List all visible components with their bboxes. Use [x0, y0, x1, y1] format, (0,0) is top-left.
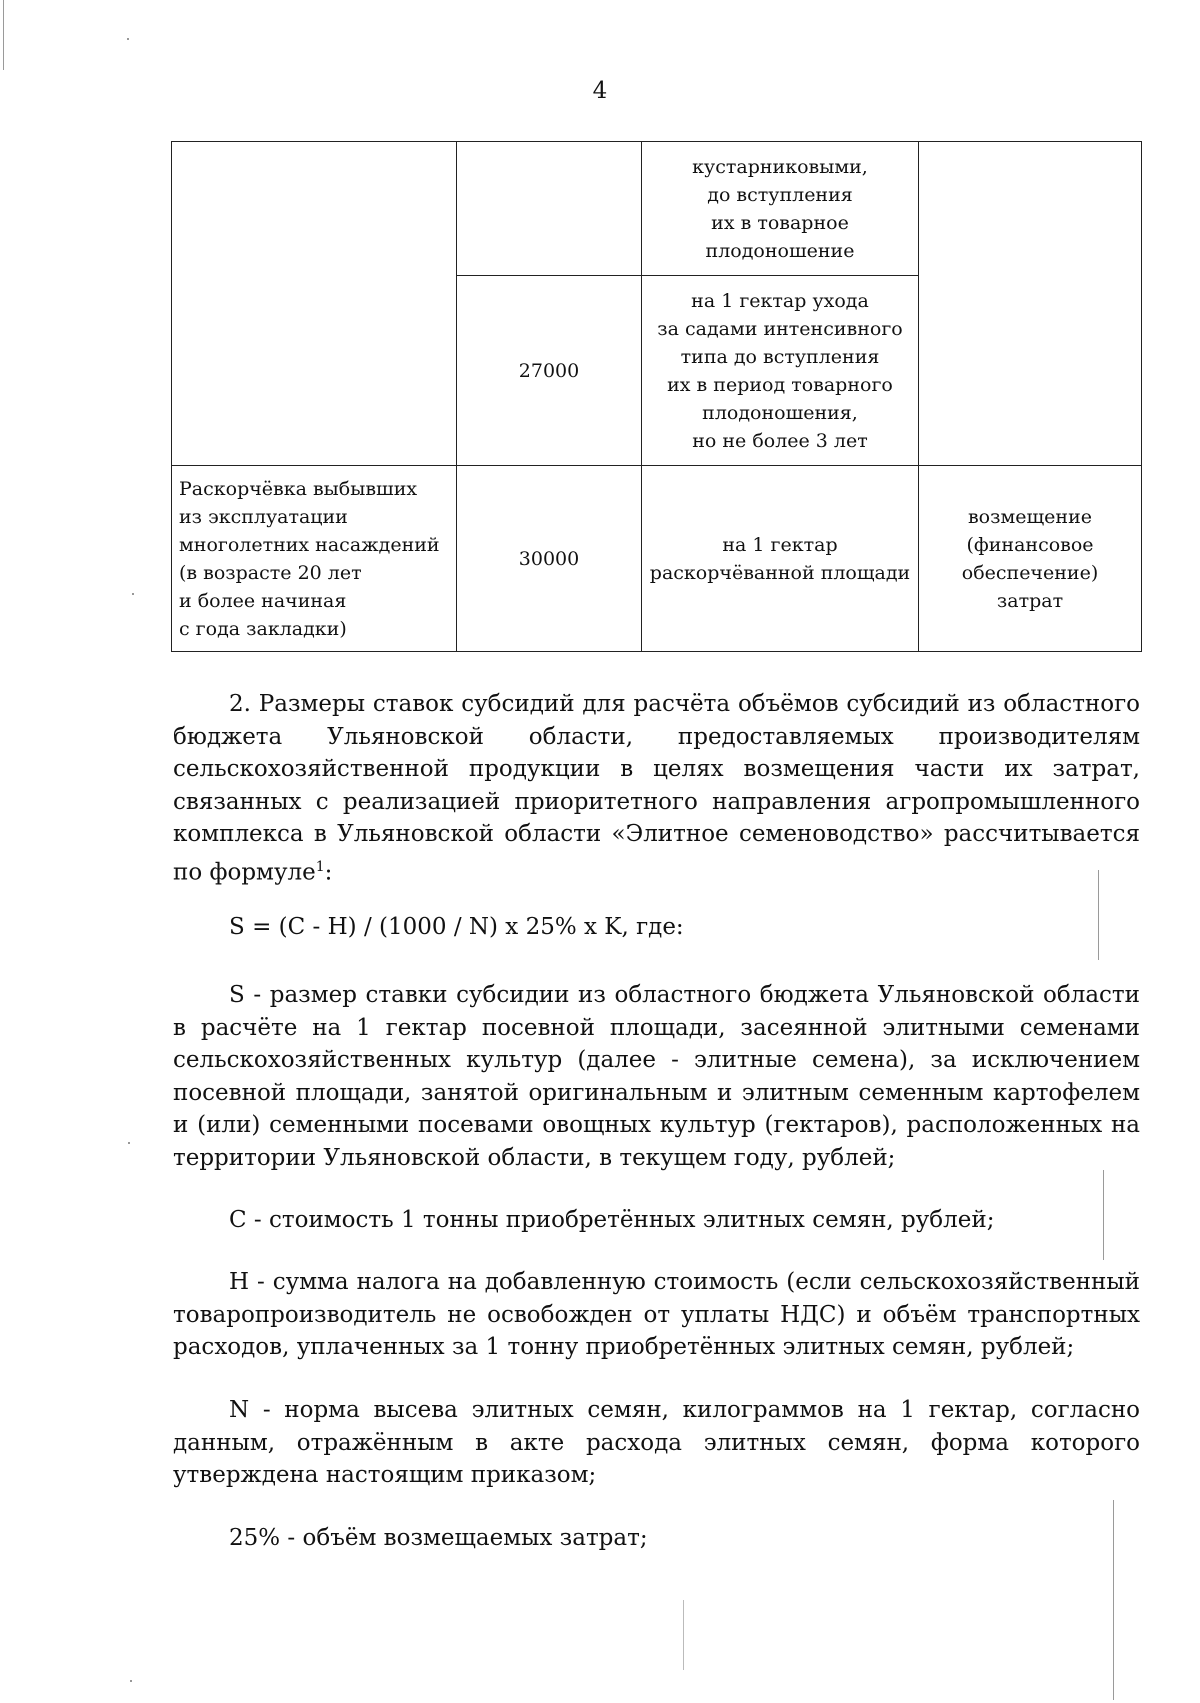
footnote-mark: 1 — [315, 858, 325, 875]
description-cell — [642, 276, 919, 466]
definition-c-text: С - стоимость 1 тонны приобретённых элитных семян, рублей; — [229, 1207, 995, 1233]
purpose-cell — [919, 466, 1142, 652]
row3-rate: 30000 — [518, 547, 580, 570]
definition-n — [173, 1394, 1140, 1492]
scan-artifact-line — [1113, 1500, 1114, 1700]
scan-artifact-dot — [128, 1142, 130, 1144]
row1-description: кустарниковыми, до вступления их в товарное плодоношение — [692, 155, 868, 262]
row2-description: на 1 гектар ухода за садами интенсивного типа до вступления их в период товарного плодоношения, но не более 3 лет — [657, 289, 903, 452]
definition-s — [173, 979, 1140, 1174]
formula-block — [173, 911, 1140, 944]
table-row — [172, 142, 1142, 276]
row3-purpose: возмещение (финансовое обеспечение) затрат — [961, 505, 1099, 612]
direction-cell-empty — [172, 142, 457, 466]
paragraph-2-text: 2. Размеры ставок субсидий для расчёта объёмов субсидий из областного бюджета Ульяновской области, предоставляемых производителям сельскохозяйственной продукции в целях возмещения части их затрат, связанных с реализацией приоритетного направления агропромышленного комплекса в Ульяновской области «Элитное семеноводство» рассчитывается по формуле — [173, 691, 1140, 886]
rate-cell — [457, 466, 642, 652]
table-row — [172, 466, 1142, 652]
subsidy-rates-table — [171, 141, 1142, 652]
definition-c — [173, 1204, 1140, 1237]
scan-artifact-dot — [127, 38, 129, 40]
formula: S = (С - Н) / (1000 / N) х 25% х K, где: — [229, 914, 684, 940]
scan-artifact-line — [3, 0, 4, 70]
paragraph-2-colon: : — [324, 859, 333, 886]
row3-direction: Раскорчёвка выбывших из эксплуатации многолетних насаждений (в возрасте 20 лет и более начиная с года закладки) — [179, 477, 440, 640]
description-cell — [642, 466, 919, 652]
scan-artifact-line — [1098, 870, 1099, 960]
row2-rate: 27000 — [518, 359, 580, 382]
definition-h — [173, 1266, 1140, 1364]
definition-percent — [173, 1522, 1140, 1555]
rate-cell — [457, 276, 642, 466]
scan-artifact-line — [683, 1600, 684, 1670]
paragraph-2 — [173, 688, 1140, 889]
definition-n-text: N - норма высева элитных семян, килограммов на 1 гектар, согласно данным, отражённым в акте расхода элитных семян, форма которого утверждена настоящим приказом; — [173, 1397, 1140, 1488]
purpose-cell-empty — [919, 142, 1142, 466]
definition-s-text: S - размер ставки субсидии из областного бюджета Ульяновской области в расчёте на 1 гектар посевной площади, засеянной элитными семенами сельскохозяйственных культур (далее - элитные семена), за исключением посевной площади, занятой оригинальным и элитным семенным картофелем и (или) семенными посевами овощных культур (гектаров), расположенных на территории Ульяновской области, в текущем году, рублей; — [173, 982, 1140, 1171]
row3-description: на 1 гектар раскорчёванной площади — [649, 533, 911, 584]
scan-artifact-dot — [132, 593, 134, 595]
scan-artifact-line — [1103, 1170, 1104, 1260]
description-cell — [642, 142, 919, 276]
page-number: 4 — [592, 78, 608, 104]
scan-artifact-dot — [130, 1680, 132, 1682]
definition-h-text: Н - сумма налога на добавленную стоимость (если сельскохозяйственный товаропроизводитель не освобожден от уплаты НДС) и объём транспортных расходов, уплаченных за 1 тонну приобретённых элитных семян, рублей; — [173, 1269, 1140, 1360]
direction-cell — [172, 466, 457, 652]
rate-cell-empty — [457, 142, 642, 276]
definition-percent-text: 25% - объём возмещаемых затрат; — [229, 1525, 648, 1551]
